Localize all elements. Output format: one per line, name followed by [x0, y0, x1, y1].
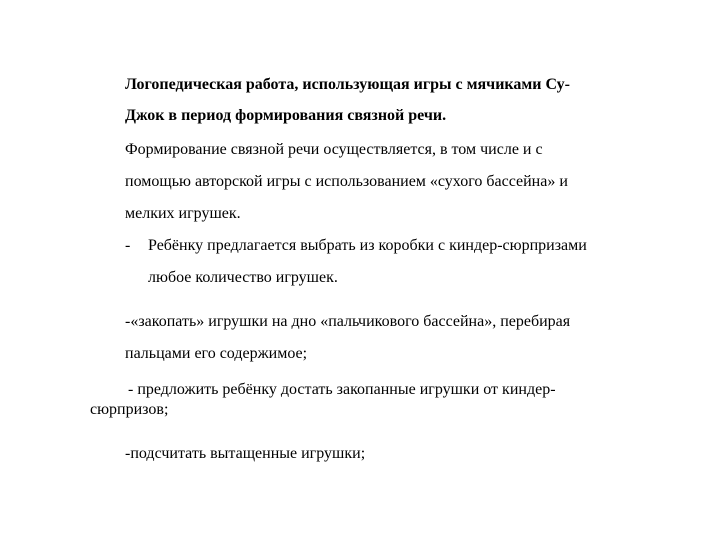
list-item-1-line-2: любое количество игрушек.: [148, 269, 338, 286]
list-item-2-line-1: -«закопать» игрушки на дно «пальчикового бассейна», перебирая: [125, 313, 571, 330]
list-bullet: -: [125, 237, 131, 254]
paragraph-line-1: Формирование связной речи осуществляется, в том числе и с: [125, 141, 543, 158]
list-item-4-line-1: -подсчитать вытащенные игрушки;: [125, 445, 366, 462]
heading-line-2: Джок в период формирования связной речи.: [125, 107, 447, 124]
list-item-2-line-2: пальцами его содержимое;: [125, 345, 308, 362]
heading-line-1: Логопедическая работа, использующая игры с мячиками Су-: [125, 76, 570, 93]
list-item-1-line-1: Ребёнку предлагается выбрать из коробки с киндер-сюрпризами: [148, 237, 587, 254]
paragraph-line-3: мелких игрушек.: [125, 205, 241, 222]
list-item-3-line-2: сюрпризов;: [90, 401, 169, 418]
list-item-3-line-1: - предложить ребёнку достать закопанные игрушки от киндер-: [128, 381, 556, 398]
paragraph-line-2: помощью авторской игры с использованием «сухого бассейна» и: [125, 173, 568, 190]
